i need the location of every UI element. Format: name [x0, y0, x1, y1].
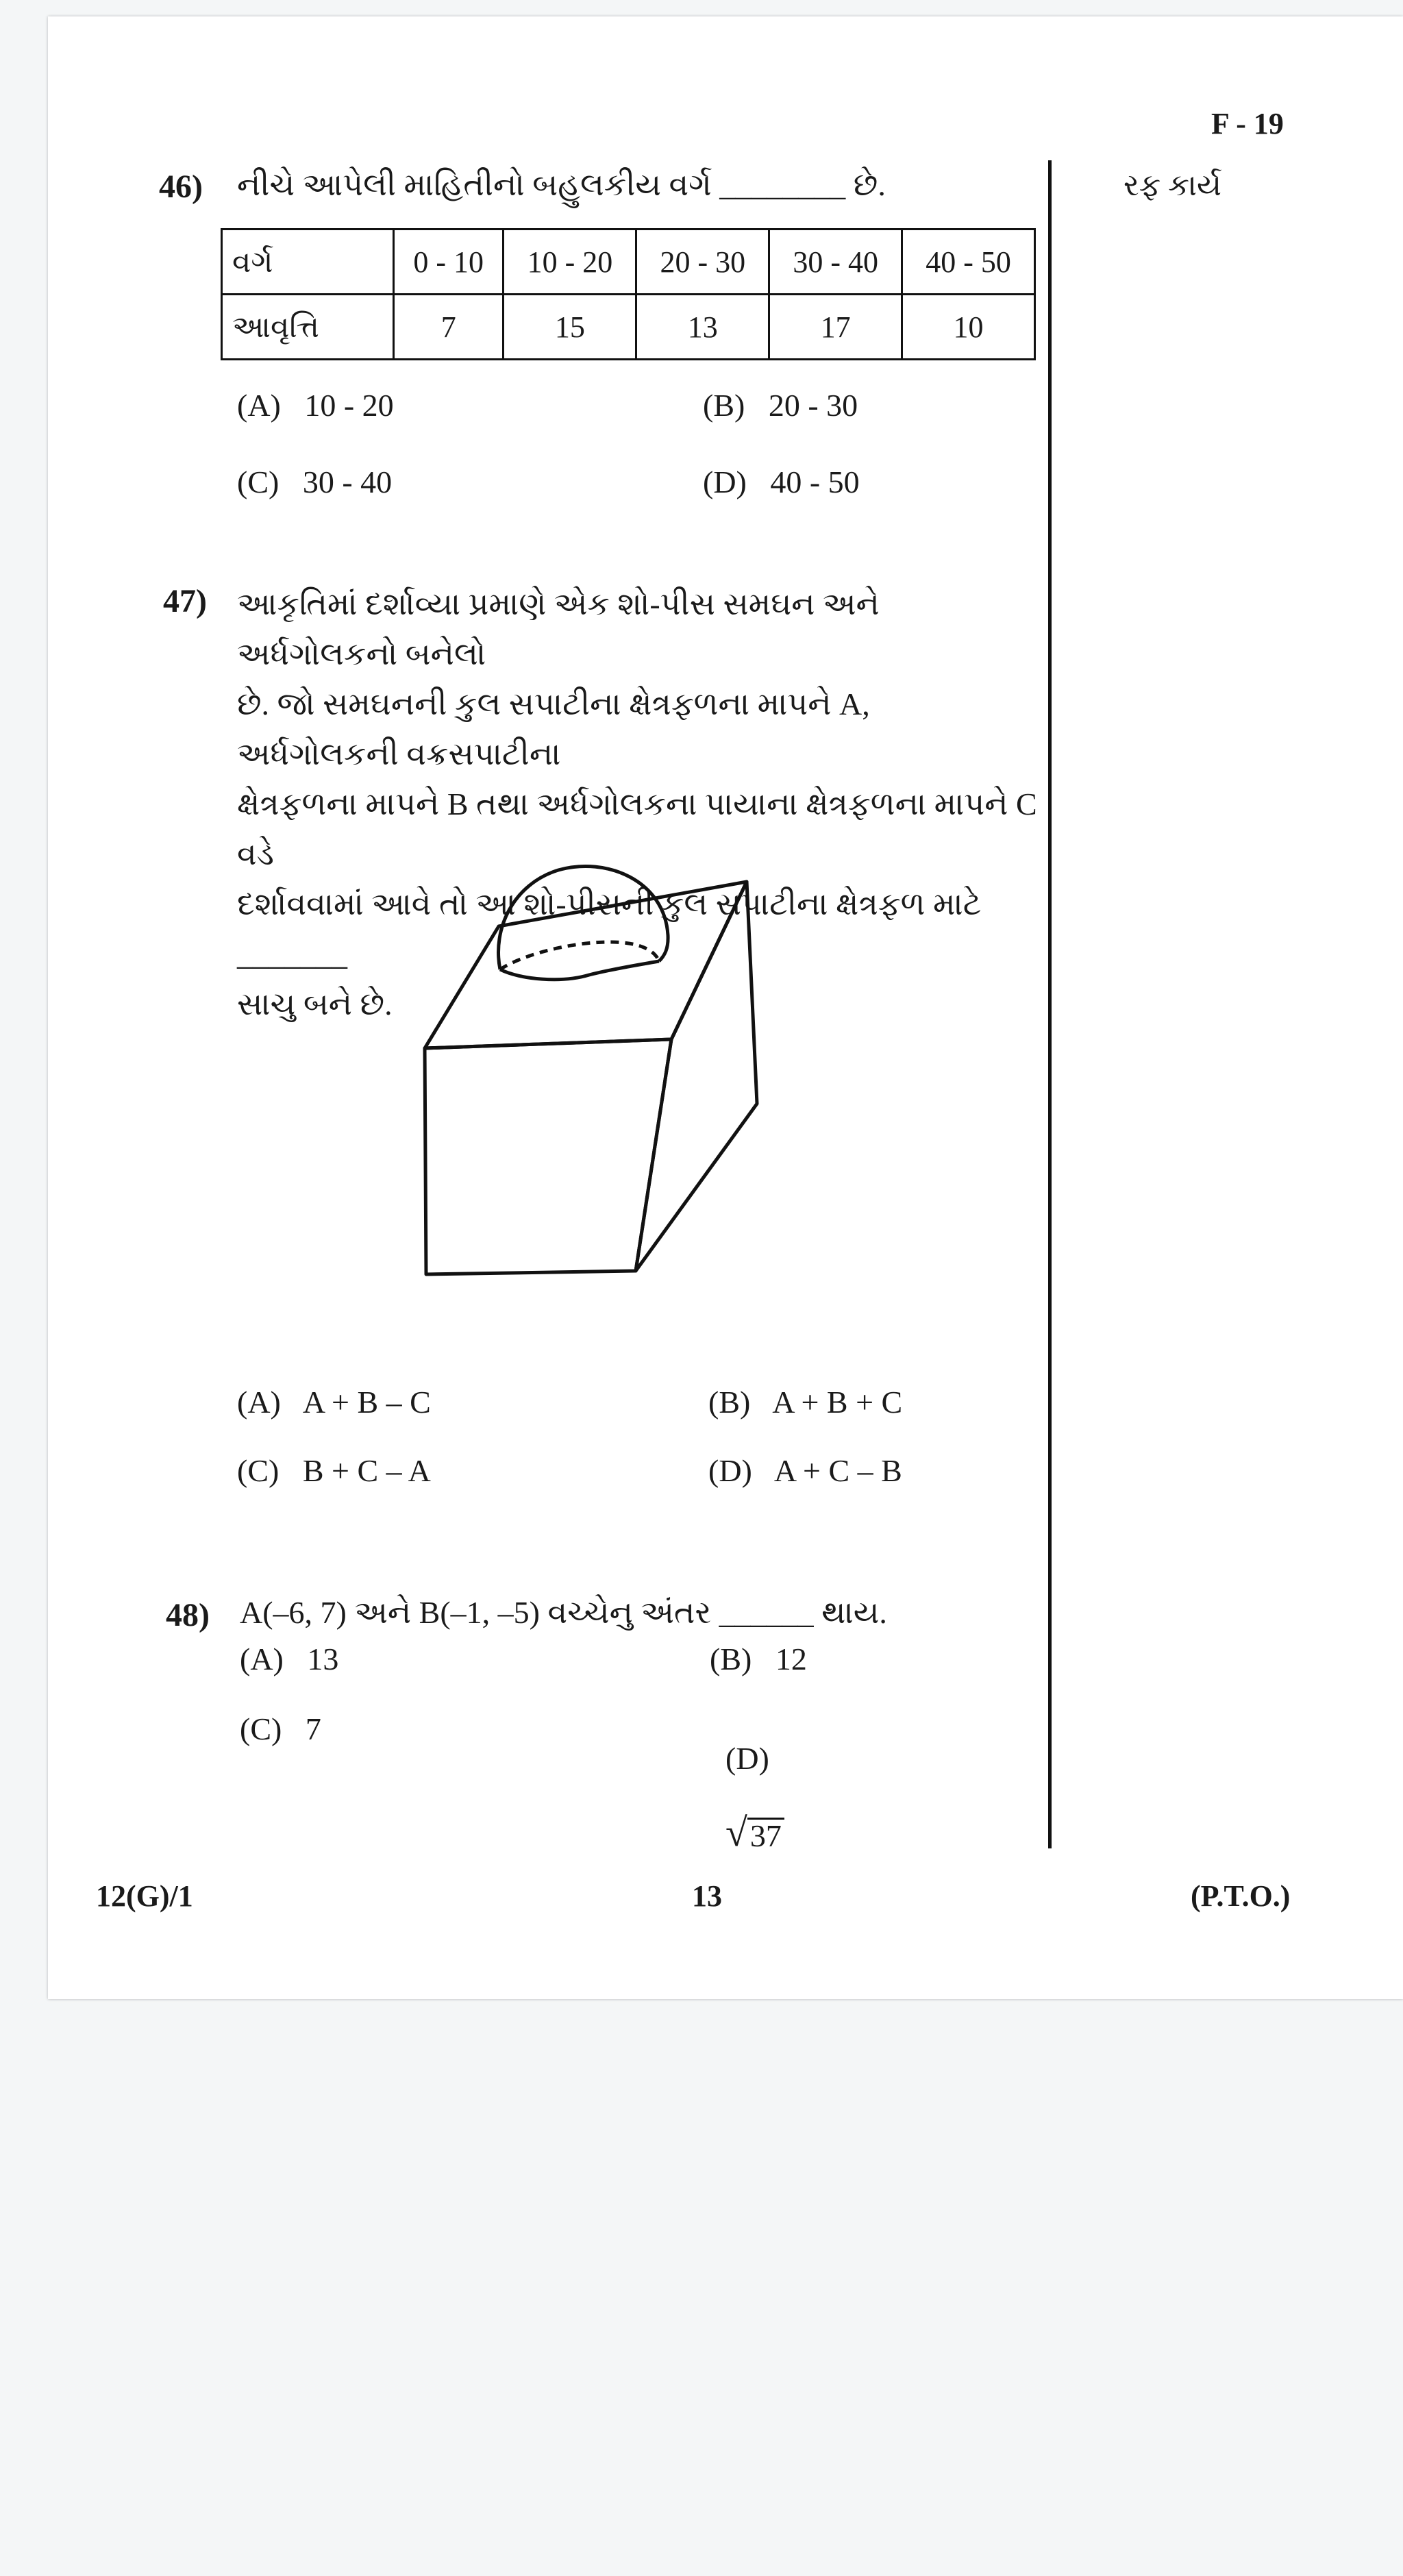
- class-header: વર્ગ: [222, 230, 394, 295]
- rough-work-divider: [1048, 160, 1052, 1848]
- q46-text: નીચે આપેલી માહિતીનો બહુલકીય વર્ગ ________ છે.: [237, 167, 886, 202]
- square-root-expression: [725, 1810, 784, 1855]
- q48-option-d-label: (D): [725, 1741, 769, 1776]
- frequency-header: આવૃત્તિ: [222, 295, 394, 360]
- frequency-cell: 17: [769, 295, 902, 360]
- class-cell: 30 - 40: [769, 230, 902, 295]
- frequency-cell: 15: [504, 295, 636, 360]
- frequency-cell: 7: [394, 295, 504, 360]
- q46-number: 46): [159, 169, 203, 205]
- class-cell: 10 - 20: [504, 230, 636, 295]
- q48-option-d[interactable]: [710, 1704, 784, 1853]
- q47-option-c[interactable]: (C) B + C – A: [237, 1453, 431, 1488]
- q46-option-b[interactable]: (B) 20 - 30: [703, 388, 858, 423]
- q47-number: 47): [163, 583, 207, 619]
- q46-option-d[interactable]: (D) 40 - 50: [703, 465, 860, 499]
- q48-text: A(–6, 7) અને B(–1, –5) વચ્ચેનુ અંતર ______ થાય.: [240, 1595, 887, 1630]
- q47-option-d[interactable]: (D) A + C – B: [708, 1453, 902, 1488]
- q47-line: દર્શાવવામાં આવે તો આ શો-પીસની કુલ સપાટીના ક્ષેત્રફળ માટે _______: [237, 887, 982, 971]
- pto-label: (P.T.O.): [1191, 1879, 1291, 1913]
- cube-front-face: [425, 1039, 671, 1274]
- q47-line: ક્ષેત્રફળના માપને B તથા અર્ધગોલકના પાયાના ક્ષેત્રફળના માપને C વડે: [237, 787, 1037, 871]
- q46-option-c[interactable]: (C) 30 - 40: [237, 465, 393, 499]
- q47-line: આકૃતિમાં દર્શાવ્યા પ્રમાણે એક શો-પીસ સમઘન અને અર્ધગોલકનો બનેલો: [237, 586, 880, 671]
- radicand: 37: [747, 1818, 784, 1853]
- rough-work-label: રફ કાર્ય: [1123, 169, 1222, 202]
- paper-code: F - 19: [1211, 107, 1284, 140]
- radical-sign-icon: √: [725, 1810, 747, 1855]
- q47-option-a[interactable]: (A) A + B – C: [237, 1385, 431, 1420]
- q48-option-b[interactable]: (B) 12: [710, 1642, 807, 1676]
- frequency-cell: 13: [636, 295, 769, 360]
- q47-line: સાચુ બને છે.: [237, 987, 393, 1021]
- class-cell: 0 - 10: [394, 230, 504, 295]
- hemisphere-base-front: [500, 961, 659, 980]
- page-number: 13: [692, 1879, 722, 1913]
- q48-option-a[interactable]: (A) 13: [240, 1642, 339, 1676]
- q48-number: 48): [166, 1597, 210, 1633]
- class-cell: 20 - 30: [636, 230, 769, 295]
- frequency-cell: 10: [902, 295, 1035, 360]
- class-cell: 40 - 50: [902, 230, 1035, 295]
- footer-code: 12(G)/1: [96, 1879, 193, 1913]
- cube-right-face: [636, 882, 757, 1271]
- q46-option-a[interactable]: (A) 10 - 20: [237, 388, 394, 423]
- frequency-table: [221, 228, 1036, 360]
- q48-option-c[interactable]: (C) 7: [240, 1711, 321, 1746]
- hemisphere-dome: [499, 866, 669, 969]
- class-row: [222, 230, 1035, 295]
- frequency-row: [222, 295, 1035, 360]
- q47-line: છે. જો સમઘનની કુલ સપાટીના ક્ષેત્રફળના માપને A, અર્ધગોલકની વક્રસપાટીના: [237, 686, 870, 771]
- q47-option-b[interactable]: (B) A + B + C: [708, 1385, 903, 1420]
- cube-top-face: [425, 882, 747, 1048]
- cube-hemisphere-figure: [411, 853, 767, 1281]
